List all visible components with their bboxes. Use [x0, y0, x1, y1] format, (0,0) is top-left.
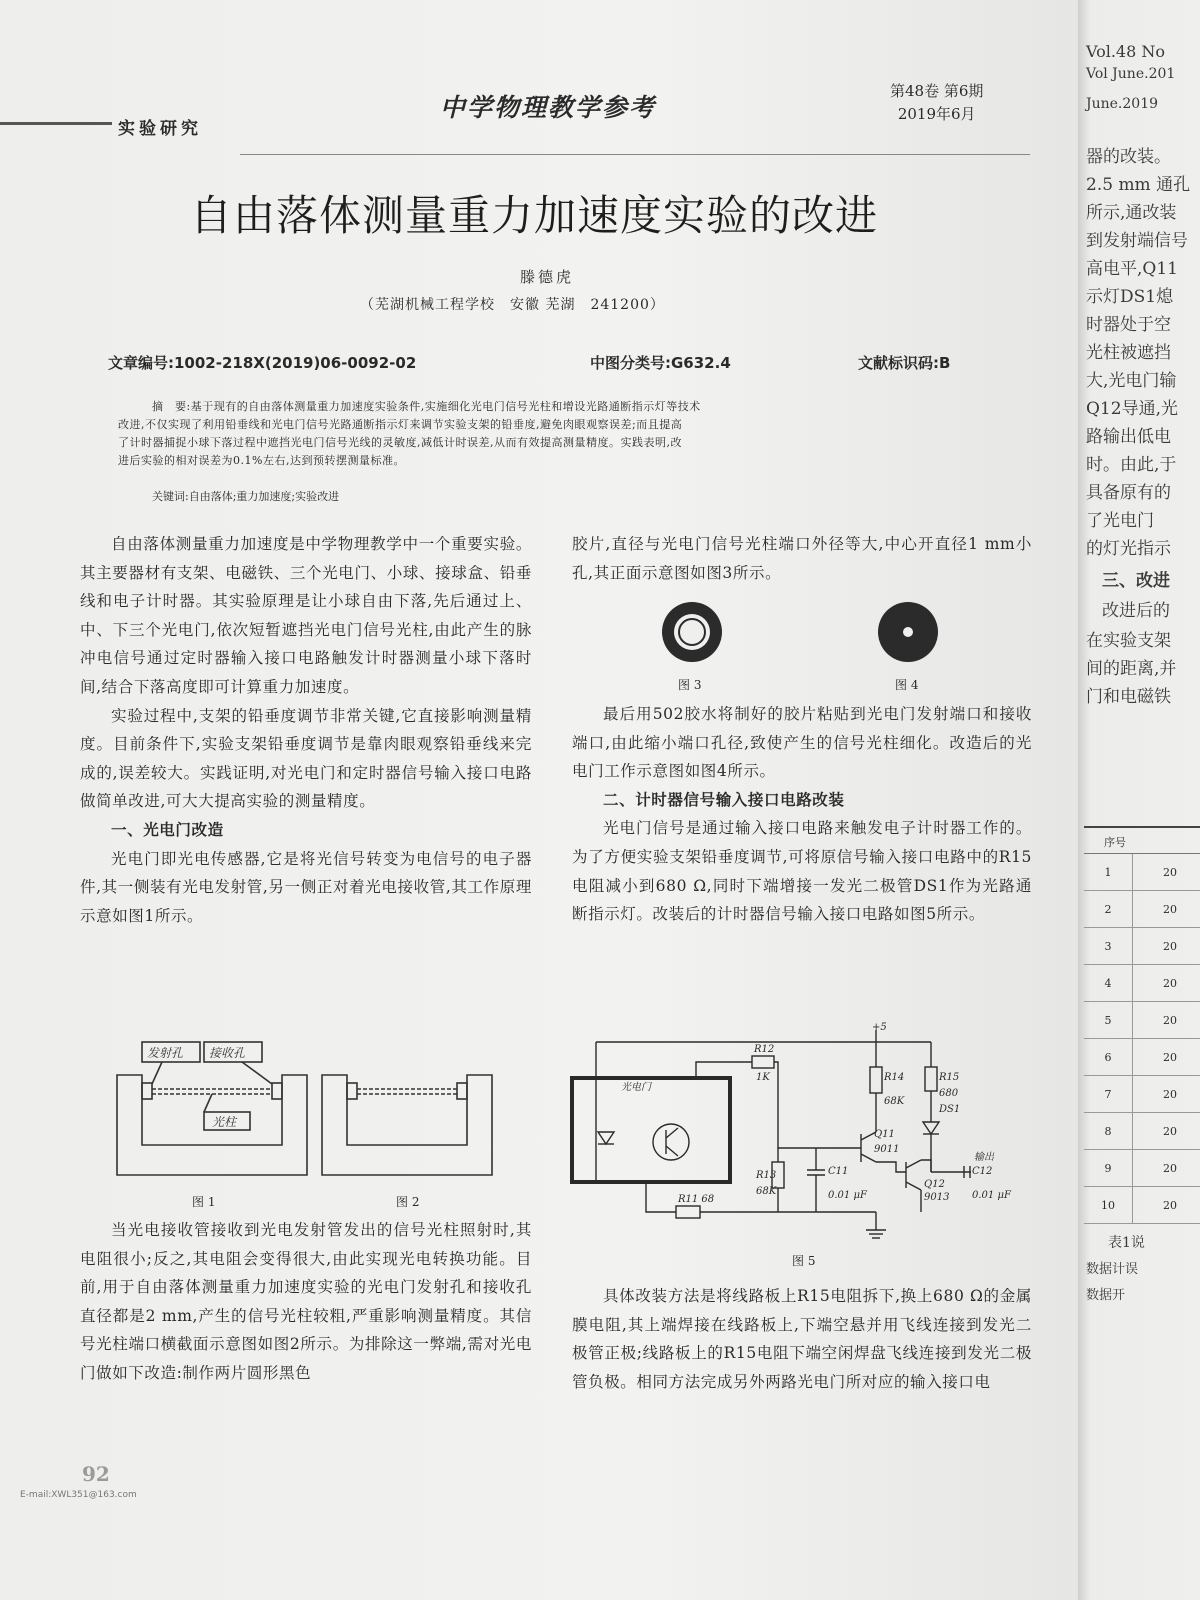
next-page-line: 路输出低电: [1086, 427, 1171, 447]
figure-3-4-diagram: [650, 600, 950, 680]
paragraph: 光电门即光电传感器,它是将光信号转变为电信号的电子器件,其一侧装有光电发射管,另一侧正对着光电接收管,其工作原理示意如图1所示。: [80, 849, 532, 925]
table-cell-value: 20: [1163, 976, 1177, 990]
header-rule-left: [0, 122, 112, 125]
ds1-led: [923, 1122, 939, 1134]
left-column-top: [80, 530, 532, 930]
emitter-diode: [598, 1132, 614, 1144]
table-cell-index: 5: [1084, 1002, 1133, 1038]
next-page-line: 光柱被遮挡: [1086, 343, 1171, 363]
table-cell-value: 20: [1163, 902, 1177, 916]
paragraph: 实验过程中,支架的铅垂度调节非常关键,它直接影响测量精度。目前条件下,实验支架铅垂度调节是靠肉眼观察铅垂线来完成的,误差较大。实践证明,对光电门和定时器信号输入接口电路做简单改进,可大大提高实验的测量精度。: [80, 706, 532, 811]
next-page-issue: Vol June.201: [1086, 66, 1176, 82]
r13-label: R13: [756, 1170, 777, 1181]
table-row: [1084, 965, 1200, 1002]
fig1-label-recv: 接收孔: [209, 1046, 246, 1060]
abstract-line: 改进,不仅实现了利用铅垂线和光电门信号光路通断指示灯来调节实验支架的铅垂度,避免肉眼观察误差;而且提高: [118, 418, 683, 431]
table-row: [1084, 1113, 1200, 1150]
right-column-top: [572, 530, 1032, 587]
table-cell-index: 4: [1084, 965, 1133, 1001]
next-page-line: 门和电磁铁: [1086, 687, 1171, 707]
table-cell-index: 8: [1084, 1113, 1133, 1149]
volume-issue: 第48卷 第6期: [890, 82, 984, 100]
table-cell-index: 1: [1084, 854, 1133, 890]
next-page-line: 数据开: [1086, 1288, 1126, 1303]
next-page-date: June.2019: [1086, 96, 1159, 112]
table-row: [1084, 1187, 1200, 1224]
table-row: [1084, 1150, 1200, 1187]
next-page-line: 大,光电门输: [1086, 371, 1177, 391]
article-author: 滕德虎: [520, 268, 575, 286]
right-column-mid: [572, 700, 1032, 929]
r15-value: 680: [939, 1088, 959, 1099]
section-heading: 一、光电门改造: [111, 820, 224, 839]
keywords: 关键词:自由落体;重力加速度;实验改进: [152, 490, 340, 503]
next-page-edge: [1078, 0, 1200, 1600]
next-page-line: 高电平,Q11: [1086, 259, 1178, 279]
table-row: [1084, 928, 1200, 965]
table-row: [1084, 854, 1200, 891]
article-affiliation: （芜湖机械工程学校 安徽 芜湖 241200）: [360, 297, 665, 313]
fig1-emitter: [142, 1083, 152, 1099]
c11-value: 0.01 μF: [828, 1190, 867, 1201]
section-label: 实验研究: [118, 119, 202, 139]
next-page-line: 时。由此,于: [1086, 455, 1177, 475]
figure-3-caption: 图 3: [678, 678, 702, 692]
table-row: [1084, 1076, 1200, 1113]
r14-resistor: [870, 1067, 882, 1093]
figure-1-2-diagram: [112, 1040, 502, 1190]
c12-label: C12: [972, 1166, 993, 1177]
next-page-line: Q12导通,光: [1086, 399, 1178, 419]
abstract: [118, 398, 1003, 470]
article-title: 自由落体测量重力加速度实验的改进: [190, 191, 879, 240]
paragraph: 最后用502胶水将制好的胶片粘贴到光电门发射端口和接收端口,由此缩小端口孔径,致使产生的信号光柱细化。改造后的光电门工作示意图如图4所示。: [572, 705, 1032, 781]
c11-label: C11: [828, 1166, 849, 1177]
table-cell-value: 20: [1163, 1161, 1177, 1175]
table-cell-value: 20: [1163, 1013, 1177, 1027]
left-column-bottom: [80, 1216, 532, 1388]
figure-1-caption: 图 1: [192, 1195, 216, 1209]
table-cell-value: 20: [1163, 865, 1177, 879]
output-label: 输出: [974, 1152, 994, 1163]
c12-value: 0.01 μF: [972, 1190, 1011, 1201]
figure-5-circuit: [566, 1022, 1036, 1247]
vcc-label: +5: [872, 1022, 887, 1033]
abstract-line: 了计时器捕捉小球下落过程中遮挡光电门信号光线的灵敏度,减低计时误差,从而有效提高测量精度。实践表明,改: [118, 436, 682, 449]
table-row: [1084, 1002, 1200, 1039]
table-cell-index: 2: [1084, 891, 1133, 927]
photogate-label: 光电门: [621, 1082, 651, 1093]
r15-resistor: [925, 1067, 937, 1091]
next-page-heading: 三、改进: [1102, 571, 1170, 591]
table-cell-index: 10: [1084, 1187, 1133, 1223]
r14-value: 68K: [884, 1096, 905, 1107]
next-page-volume: Vol.48 No: [1086, 42, 1165, 61]
abstract-line: 进后实验的相对误差为0.1%左右,达到预转摆测量标准。: [118, 454, 405, 467]
q12-type: 9013: [924, 1192, 950, 1203]
r14-label: R14: [884, 1072, 905, 1083]
r11-resistor: [676, 1206, 700, 1218]
figure-4-caption: 图 4: [895, 678, 919, 692]
paragraph: 胶片,直径与光电门信号光柱端口外径等大,中心开直径1 mm小孔,其正面示意图如图3所示。: [572, 535, 1032, 582]
classification-number: 中图分类号:G632.4: [590, 354, 731, 372]
fig1-receiver: [272, 1083, 282, 1099]
issue-info: [890, 80, 983, 126]
figure-5-caption: 图 5: [792, 1254, 816, 1268]
table-cell-value: 20: [1163, 1198, 1177, 1212]
table-cell-value: 20: [1163, 1124, 1177, 1138]
table-header: 序号: [1084, 828, 1200, 854]
right-column-bottom: [572, 1282, 1032, 1396]
next-page-line: 的灯光指示: [1086, 539, 1171, 559]
table-row: [1084, 1039, 1200, 1076]
abstract-line: 摘 要:基于现有的自由落体测量重力加速度实验条件,实施细化光电门信号光柱和增设光路通断指示灯等技术: [152, 400, 701, 413]
r12-value: 1K: [756, 1072, 770, 1083]
ds1-label: DS1: [939, 1104, 961, 1115]
document-code: 文献标识码:B: [858, 354, 951, 372]
r11-label: R11 68: [678, 1194, 715, 1205]
next-page-line: 间的距离,并: [1086, 659, 1177, 679]
article-number: 文章编号:1002-218X(2019)06-0092-02: [108, 354, 417, 372]
table-row: [1084, 891, 1200, 928]
paragraph: 自由落体测量重力加速度是中学物理教学中一个重要实验。其主要器材有支架、电磁铁、三个光电门、小球、接球盒、铅垂线和电子计时器。其实验原理是让小球自由下落,先后通过上、中、下三个光电门,依次短暂遮挡光电门信号光柱,由此产生的脉冲电信号通过定时器输入接口电路触发计时器测量小球下落时间,结合下落高度即可计算重力加速度。: [80, 535, 532, 696]
paragraph: 当光电接收管接收到光电发射管发出的信号光柱照射时,其电阻很小;反之,其电阻会变得很大,由此实现光电转换功能。目前,用于自由落体测量重力加速度实验的光电门发射孔和接收孔直径都是2 mm,产生的信号光柱较粗,严重影响测量精度。其信号光柱端口横截面示意图如图2所示。为排除这一弊端,需对光电门做如下改造:制作两片圆形黑色: [80, 1221, 532, 1382]
section-heading: 二、计时器信号输入接口电路改装: [603, 790, 845, 809]
fig1-label-beam: 光柱: [212, 1115, 237, 1129]
q12-label: Q12: [924, 1179, 945, 1190]
page-number: 92: [82, 1462, 110, 1486]
table-cell-value: 20: [1163, 1050, 1177, 1064]
next-page-line: 2.5 mm 通孔: [1086, 175, 1191, 195]
paragraph: 具体改装方法是将线路板上R15电阻拆下,换上680 Ω的金属膜电阻,其上端焊接在线路板上,下端空悬并用飞线连接到发光二极管正极;线路板上的R15电阻下端空闲焊盘飞线连接到发光二极管负极。相同方法完成另外两路光电门所对应的输入接口电: [572, 1287, 1032, 1391]
next-page-line: 示灯DS1熄: [1086, 287, 1174, 307]
issue-date: 2019年6月: [897, 105, 976, 123]
q11-type: 9011: [874, 1144, 900, 1155]
q11-label: Q11: [874, 1129, 895, 1140]
footer-email: E-mail:XWL351@163.com: [20, 1490, 137, 1500]
r13-value: 68K: [756, 1186, 777, 1197]
table-cell-value: 20: [1163, 1087, 1177, 1101]
next-page-line: 了光电门: [1086, 511, 1154, 531]
next-page-line: 数据计误: [1086, 1262, 1139, 1277]
header-rule: [240, 154, 1030, 155]
r12-label: R12: [754, 1044, 775, 1055]
table-cell-index: 3: [1084, 928, 1133, 964]
table-cell-index: 6: [1084, 1039, 1133, 1075]
next-page-line: 器的改装。: [1086, 147, 1171, 167]
next-page-line: 到发射端信号: [1086, 231, 1188, 251]
figure-2-caption: 图 2: [396, 1195, 420, 1209]
journal-name: 中学物理教学参考: [440, 93, 657, 122]
next-page-line: 具备原有的: [1086, 483, 1171, 503]
table-cell-value: 20: [1163, 939, 1177, 953]
r15-label: R15: [939, 1072, 960, 1083]
table-cell-index: 9: [1084, 1150, 1133, 1186]
phototransistor: [653, 1124, 689, 1160]
next-page-line: 所示,通改装: [1086, 203, 1177, 223]
next-page-line: 在实验支架: [1086, 631, 1171, 651]
table-cell-index: 7: [1084, 1076, 1133, 1112]
r12-resistor: [752, 1056, 774, 1068]
next-page-table: [1084, 826, 1200, 1224]
next-page-line: 表1说: [1108, 1235, 1145, 1251]
fig1-label-emit: 发射孔: [147, 1046, 184, 1060]
next-page-line: 时器处于空: [1086, 315, 1171, 335]
paragraph: 光电门信号是通过输入接口电路来触发电子计时器工作的。为了方便实验支架铅垂度调节,可将原信号输入接口电路中的R15电阻减小到680 Ω,同时下端增接一发光二极管DS1作为光路通断指示灯。改装后的计时器信号输入接口电路如图5所示。: [572, 819, 1032, 924]
next-page-line: 改进后的: [1102, 601, 1170, 621]
